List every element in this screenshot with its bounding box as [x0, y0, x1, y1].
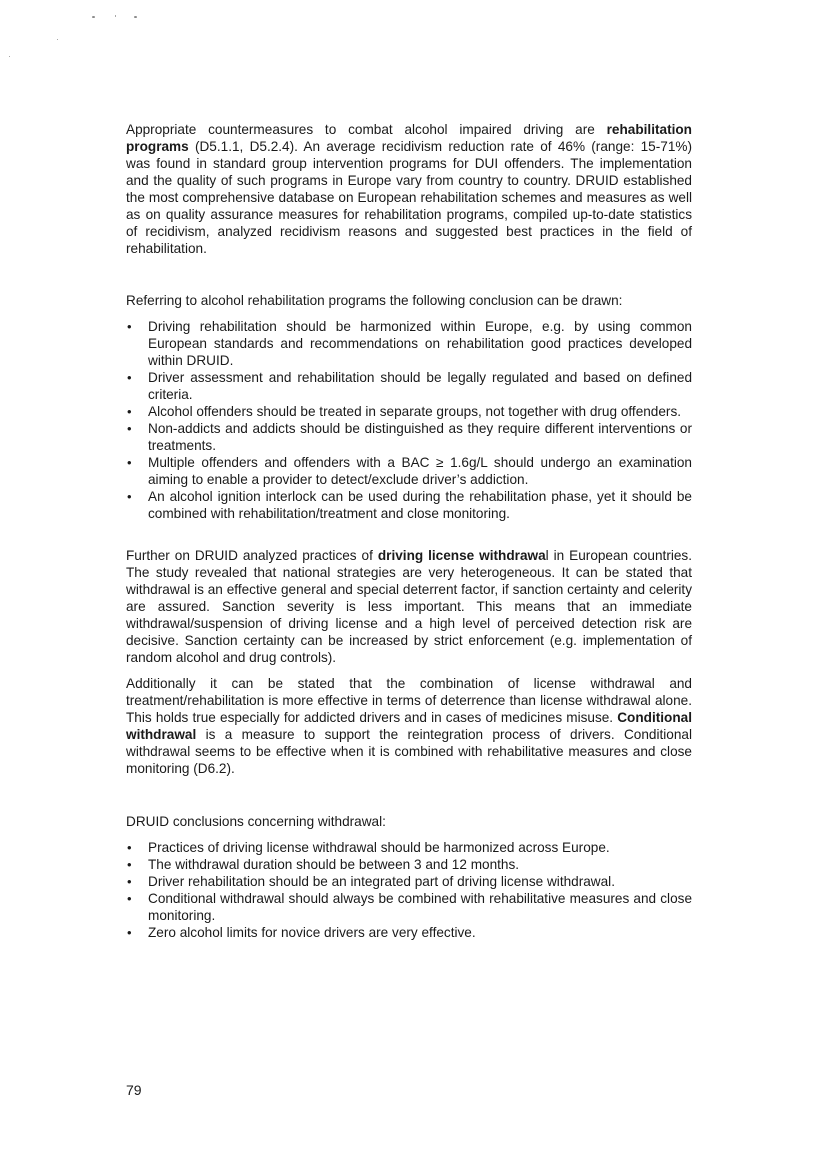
list-item [126, 890, 692, 924]
list-item-text: Conditional withdrawal should always be combined with rehabilitative measures and close monitoring. [148, 891, 692, 923]
withdrawal-conclusion-lead: DRUID conclusions concerning withdrawal: [126, 814, 386, 829]
withdrawal-text-1: Further on DRUID analyzed practices of [126, 548, 378, 563]
bullet-icon: • [127, 404, 132, 419]
bullet-icon: • [127, 857, 132, 872]
scan-speck [92, 16, 95, 18]
scan-speck [134, 16, 137, 18]
withdrawal-conclusion-list [126, 839, 692, 941]
list-item [126, 488, 692, 522]
scan-speck [9, 56, 10, 57]
list-item [126, 420, 692, 454]
list-item-text: Multiple offenders and offenders with a BAC ≥ 1.6g/L should undergo an examination aiming to enable a provider to detect/exclude driver’s addiction. [148, 455, 692, 487]
bullet-icon: • [127, 319, 132, 334]
bullet-icon: • [127, 455, 132, 470]
bullet-icon: • [127, 891, 132, 906]
intro-text-1: Appropriate countermeasures to combat alcohol impaired driving are [126, 122, 607, 137]
list-item [126, 873, 692, 890]
list-item-text: Alcohol offenders should be treated in separate groups, not together with drug offenders. [148, 404, 682, 419]
list-item [126, 403, 692, 420]
list-item [126, 318, 692, 369]
list-item [126, 924, 692, 941]
bullet-icon: • [127, 840, 132, 855]
list-item [126, 369, 692, 403]
bullet-icon: • [127, 489, 132, 504]
body-text [126, 121, 692, 941]
additionally-paragraph [126, 675, 692, 777]
additionally-text-2: is a measure to support the reintegration process of drivers. Conditional withdrawal seems to be effective when it is combined with rehabilitative measures and close monitoring (D6.2). [126, 727, 692, 776]
list-item-text: Practices of driving license withdrawal should be harmonized across Europe. [148, 840, 610, 855]
bullet-icon: • [127, 370, 132, 385]
bullet-icon: • [127, 874, 132, 889]
bullet-icon: • [127, 421, 132, 436]
withdrawal-text-2: l in European countries. The study revealed that national strategies are very heterogeneous. It can be stated that withdrawal is an effective general and special deterrent factor, if sanction certainty and celerity are assured. Sanction severity is less important. This means that an immediate withdrawal/suspension of driving license and a high level of perceived detection risk are decisive. Sanction certainty can be increased by strict enforcement (e.g. implementation of random alcohol and drug controls). [126, 548, 693, 665]
rehab-conclusion-lead: Referring to alcohol rehabilitation programs the following conclusion can be drawn: [126, 293, 623, 308]
list-item [126, 856, 692, 873]
rehab-conclusion-list [126, 318, 692, 522]
list-item-text: The withdrawal duration should be between 3 and 12 months. [148, 857, 520, 872]
intro-paragraph [126, 121, 692, 257]
list-item [126, 454, 692, 488]
list-item-text: An alcohol ignition interlock can be used during the rehabilitation phase, yet it should be combined with rehabilitation/treatment and close monitoring. [148, 489, 692, 521]
list-item-text: Driving rehabilitation should be harmonized within Europe, e.g. by using common European standards and recommendations on rehabilitation good practices developed within DRUID. [148, 319, 692, 368]
list-item-text: Non-addicts and addicts should be distinguished as they require different interventions or treatments. [148, 421, 692, 453]
page-number: 79 [126, 1082, 142, 1098]
scan-speck [115, 15, 116, 17]
list-item-text: Zero alcohol limits for novice drivers are very effective. [148, 925, 476, 940]
intro-bold-rehabilitation-programs: rehabilitation programs [126, 122, 692, 154]
withdrawal-bold-driving-license-withdrawal: driving license withdrawa [377, 548, 546, 563]
bullet-icon: • [127, 925, 132, 940]
list-item-text: Driver rehabilitation should be an integrated part of driving license withdrawal. [148, 874, 615, 889]
list-item [126, 839, 692, 856]
list-item-text: Driver assessment and rehabilitation should be legally regulated and based on defined criteria. [148, 370, 692, 402]
intro-text-2: (D5.1.1, D5.2.4). An average recidivism reduction rate of 46% (range: 15-71%) was found in standard group intervention programs for DUI offenders. The implementation and the quality of such programs in Europe vary from country to country. DRUID established the most comprehensive database on European rehabilitation schemes and measures as well as on quality assurance measures for rehabilitation programs, compiled up-to-date statistics of recidivism, analyzed recidivism reasons and suggested best practices in the field of rehabilitation. [126, 139, 692, 256]
withdrawal-paragraph [126, 547, 692, 666]
scan-speck [57, 39, 58, 40]
additionally-bold-conditional-withdrawal: Conditional withdrawal [126, 710, 692, 742]
additionally-text-1: Additionally it can be stated that the combination of license withdrawal and treatment/rehabilitation is more effective in terms of deterrence than license withdrawal alone. This holds true especially for addicted drivers and in cases of medicines misuse. [126, 676, 692, 725]
